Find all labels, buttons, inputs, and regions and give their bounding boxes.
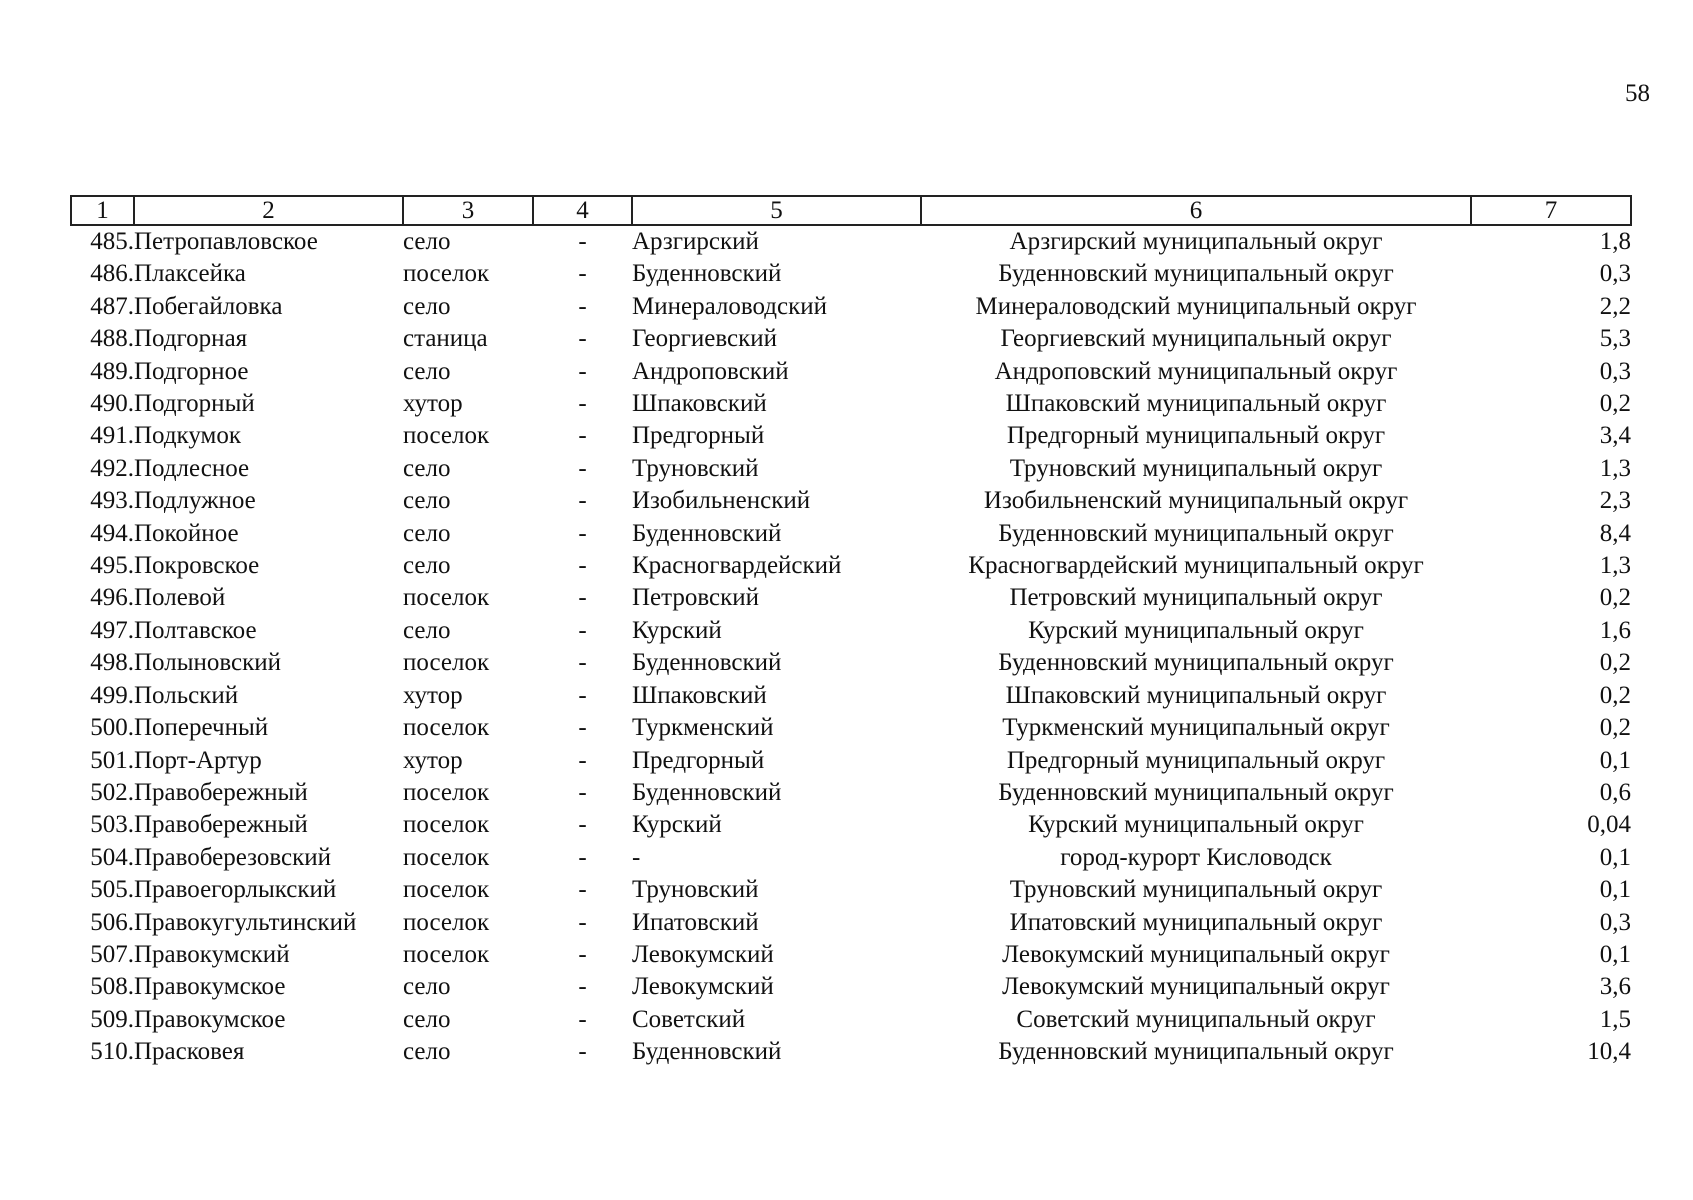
- column-4-value: -: [578, 1005, 587, 1033]
- value-cell: 0,1: [1599, 940, 1631, 968]
- row-number: 510.: [90, 1038, 134, 1066]
- value-cell: 0,1: [1599, 876, 1631, 904]
- header-cell-2: 2: [134, 196, 403, 225]
- row-number: 492.: [90, 454, 134, 482]
- table-row: [71, 615, 1631, 647]
- column-4-value: -: [578, 616, 587, 644]
- column-4-value: -: [578, 746, 587, 774]
- municipal-okrug: Красногвардейский муниципальный округ: [968, 552, 1424, 580]
- settlement-name: Правокугультинский: [134, 908, 357, 936]
- value-cell: 1,8: [1599, 228, 1631, 255]
- value-cell: 0,2: [1599, 390, 1631, 418]
- municipal-okrug: Андроповский муниципальный округ: [994, 357, 1398, 385]
- district-name: Буденновский: [632, 778, 782, 806]
- municipal-okrug: Буденновский муниципальный округ: [998, 260, 1394, 288]
- settlement-type: хутор: [403, 681, 463, 709]
- municipal-okrug: Левокумский муниципальный округ: [1002, 940, 1390, 968]
- table-row: [71, 907, 1631, 939]
- header-cell-7: 7: [1471, 196, 1631, 225]
- table-row: [71, 225, 1631, 258]
- municipal-okrug: Предгорный муниципальный округ: [1006, 746, 1386, 774]
- municipal-okrug: Изобильненский муниципальный округ: [983, 487, 1409, 515]
- district-name: Левокумский: [632, 973, 774, 1001]
- row-number: 503.: [90, 811, 134, 839]
- municipal-okrug: Труновский муниципальный округ: [1009, 454, 1383, 482]
- settlement-name: Правокумское: [134, 1005, 286, 1033]
- district-name: Петровский: [632, 584, 760, 612]
- column-4-value: -: [578, 422, 587, 450]
- table-row: [71, 388, 1631, 420]
- district-name: Труновский: [632, 876, 759, 904]
- value-cell: 0,04: [1587, 811, 1631, 839]
- settlement-type: село: [403, 487, 451, 515]
- settlement-type: село: [403, 454, 451, 482]
- row-number: 501.: [90, 746, 134, 774]
- value-cell: 0,2: [1599, 649, 1631, 677]
- district-name: Буденновский: [632, 519, 782, 547]
- settlement-type: поселок: [403, 714, 490, 742]
- column-4-value: -: [578, 876, 587, 904]
- settlement-name: Подгорный: [134, 390, 255, 418]
- value-cell: 2,3: [1599, 487, 1631, 515]
- settlement-type: станица: [403, 325, 488, 353]
- district-name: Буденновский: [632, 649, 782, 677]
- row-number: 507.: [90, 940, 134, 968]
- settlement-name: Подгорное: [134, 357, 249, 385]
- settlement-type: село: [403, 1038, 451, 1066]
- row-number: 487.: [90, 292, 134, 320]
- column-4-value: -: [578, 681, 587, 709]
- table-row: [71, 258, 1631, 290]
- municipal-okrug: Курский муниципальный округ: [1028, 811, 1364, 839]
- row-number: 508.: [90, 973, 134, 1001]
- table-row: [71, 680, 1631, 712]
- value-cell: 1,6: [1599, 616, 1631, 644]
- value-cell: 3,6: [1599, 973, 1631, 1001]
- value-cell: 10,4: [1587, 1038, 1631, 1066]
- table-row: [71, 485, 1631, 517]
- settlement-type: село: [403, 228, 451, 255]
- settlement-name: Польский: [134, 681, 239, 709]
- district-name: Шпаковский: [632, 681, 767, 709]
- value-cell: 1,3: [1599, 552, 1631, 580]
- table-row: [71, 1004, 1631, 1036]
- column-4-value: -: [578, 519, 587, 547]
- municipal-okrug: Буденновский муниципальный округ: [998, 649, 1394, 677]
- row-number: 491.: [90, 422, 134, 450]
- value-cell: 5,3: [1599, 325, 1631, 353]
- district-name: Ипатовский: [632, 908, 759, 936]
- settlement-type: поселок: [403, 876, 490, 904]
- municipal-okrug: Арзгирский муниципальный округ: [1009, 228, 1383, 255]
- value-cell: 3,4: [1599, 422, 1631, 450]
- value-cell: 0,2: [1599, 681, 1631, 709]
- settlement-name: Правоберезовский: [134, 843, 332, 871]
- district-name: Арзгирский: [632, 228, 759, 255]
- row-number: 502.: [90, 778, 134, 806]
- table-row: [71, 291, 1631, 323]
- table-row: [71, 809, 1631, 841]
- municipal-okrug: Курский муниципальный округ: [1028, 616, 1364, 644]
- row-number: 506.: [90, 908, 134, 936]
- row-number: 496.: [90, 584, 134, 612]
- row-number: 504.: [90, 843, 134, 871]
- settlement-type: село: [403, 519, 451, 547]
- table-body: [71, 225, 1631, 1069]
- district-name: Туркменский: [632, 714, 774, 742]
- municipal-okrug: Георгиевский муниципальный округ: [1000, 325, 1392, 353]
- table-row: [71, 453, 1631, 485]
- column-4-value: -: [578, 1038, 587, 1066]
- table-row: [71, 356, 1631, 388]
- table-row: [71, 647, 1631, 679]
- settlement-name: Плаксейка: [134, 260, 246, 288]
- settlement-name: Правобережный: [134, 811, 308, 839]
- row-number: 493.: [90, 487, 134, 515]
- table-row: [71, 518, 1631, 550]
- column-4-value: -: [578, 357, 587, 385]
- municipal-okrug: Шпаковский муниципальный округ: [1005, 681, 1387, 709]
- value-cell: 0,3: [1599, 357, 1631, 385]
- settlement-name: Полевой: [134, 584, 226, 612]
- value-cell: 1,5: [1599, 1005, 1631, 1033]
- value-cell: 0,3: [1599, 908, 1631, 936]
- header-row: [71, 196, 1631, 225]
- column-4-value: -: [578, 325, 587, 353]
- settlement-name: Подлесное: [134, 454, 250, 482]
- column-4-value: -: [578, 973, 587, 1001]
- district-name: Курский: [632, 616, 722, 644]
- municipal-okrug: Труновский муниципальный округ: [1009, 876, 1383, 904]
- district-name: Красногвардейский: [632, 552, 842, 580]
- value-cell: 2,2: [1599, 292, 1631, 320]
- header-cell-4: 4: [533, 196, 632, 225]
- settlement-name: Правобережный: [134, 778, 308, 806]
- column-4-value: -: [578, 260, 587, 288]
- value-cell: 0,1: [1599, 843, 1631, 871]
- row-number: 494.: [90, 519, 134, 547]
- header-cell-3: 3: [403, 196, 533, 225]
- municipal-okrug: Петровский муниципальный округ: [1009, 584, 1383, 612]
- value-cell: 0,6: [1599, 778, 1631, 806]
- settlement-name: Побегайловка: [134, 292, 283, 320]
- row-number: 489.: [90, 357, 134, 385]
- municipal-okrug: Предгорный муниципальный округ: [1006, 422, 1386, 450]
- table-row: [71, 1036, 1631, 1068]
- municipal-okrug: Туркменский муниципальный округ: [1002, 714, 1390, 742]
- column-4-value: -: [578, 390, 587, 418]
- settlement-type: поселок: [403, 260, 490, 288]
- column-4-value: -: [578, 811, 587, 839]
- settlements-table: [70, 195, 1632, 1069]
- column-4-value: -: [578, 778, 587, 806]
- header-cell-1: 1: [71, 196, 134, 225]
- table-row: [71, 323, 1631, 355]
- column-4-value: -: [578, 292, 587, 320]
- row-number: 497.: [90, 616, 134, 644]
- row-number: 505.: [90, 876, 134, 904]
- value-cell: 1,3: [1599, 454, 1631, 482]
- settlement-type: село: [403, 357, 451, 385]
- row-number: 490.: [90, 390, 134, 418]
- table-row: [71, 420, 1631, 452]
- row-number: 485.: [90, 228, 134, 255]
- settlement-type: поселок: [403, 584, 490, 612]
- settlement-name: Подгорная: [134, 325, 248, 353]
- municipal-okrug: Буденновский муниципальный округ: [998, 778, 1394, 806]
- municipal-okrug: Шпаковский муниципальный округ: [1005, 390, 1387, 418]
- settlement-type: поселок: [403, 422, 490, 450]
- table-row: [71, 712, 1631, 744]
- settlement-type: село: [403, 1005, 451, 1033]
- settlement-name: Покойное: [134, 519, 239, 547]
- municipal-okrug: Буденновский муниципальный округ: [998, 519, 1394, 547]
- column-4-value: -: [578, 552, 587, 580]
- column-4-value: -: [578, 908, 587, 936]
- municipal-okrug: Советский муниципальный округ: [1016, 1005, 1376, 1033]
- settlement-name: Порт-Артур: [134, 746, 262, 774]
- district-name: Шпаковский: [632, 390, 767, 418]
- municipal-okrug: Буденновский муниципальный округ: [998, 1038, 1394, 1066]
- settlement-name: Петропавловское: [134, 228, 318, 255]
- settlement-name: Подлужное: [134, 487, 256, 515]
- settlement-name: Полтавское: [134, 616, 257, 644]
- row-number: 500.: [90, 714, 134, 742]
- value-cell: 0,2: [1599, 584, 1631, 612]
- settlement-type: село: [403, 973, 451, 1001]
- district-name: Андроповский: [632, 357, 789, 385]
- settlement-name: Прасковея: [134, 1038, 245, 1066]
- district-name: Левокумский: [632, 940, 774, 968]
- table-row: [71, 745, 1631, 777]
- settlement-name: Покровское: [134, 552, 260, 580]
- settlement-name: Поперечный: [134, 714, 269, 742]
- column-4-value: -: [578, 940, 587, 968]
- settlement-type: хутор: [403, 746, 463, 774]
- municipal-okrug: Ипатовский муниципальный округ: [1009, 908, 1383, 936]
- municipal-okrug: город-курорт Кисловодск: [1060, 843, 1332, 871]
- column-4-value: -: [578, 228, 587, 255]
- district-name: Буденновский: [632, 1038, 782, 1066]
- district-name: Изобильненский: [632, 487, 811, 515]
- row-number: 486.: [90, 260, 134, 288]
- settlement-type: село: [403, 292, 451, 320]
- header-cell-6: 6: [921, 196, 1471, 225]
- table-row: [71, 971, 1631, 1003]
- settlement-type: поселок: [403, 908, 490, 936]
- district-name: Труновский: [632, 454, 759, 482]
- settlement-type: село: [403, 616, 451, 644]
- settlement-type: поселок: [403, 778, 490, 806]
- row-number: 509.: [90, 1005, 134, 1033]
- table-row: [71, 582, 1631, 614]
- column-4-value: -: [578, 714, 587, 742]
- settlement-type: поселок: [403, 649, 490, 677]
- district-name: Георгиевский: [632, 325, 778, 353]
- settlement-name: Полыновский: [134, 649, 282, 677]
- district-name: -: [632, 843, 641, 871]
- settlement-type: поселок: [403, 843, 490, 871]
- settlement-name: Правокумское: [134, 973, 286, 1001]
- row-number: 498.: [90, 649, 134, 677]
- column-4-value: -: [578, 843, 587, 871]
- page-number: 58: [1625, 80, 1650, 107]
- value-cell: 0,1: [1599, 746, 1631, 774]
- settlement-type: хутор: [403, 390, 463, 418]
- district-name: Предгорный: [632, 746, 765, 774]
- district-name: Буденновский: [632, 260, 782, 288]
- table-row: [71, 550, 1631, 582]
- row-number: 488.: [90, 325, 134, 353]
- municipal-okrug: Левокумский муниципальный округ: [1002, 973, 1390, 1001]
- column-4-value: -: [578, 454, 587, 482]
- row-number: 499.: [90, 681, 134, 709]
- settlement-type: поселок: [403, 940, 490, 968]
- value-cell: 0,3: [1599, 260, 1631, 288]
- settlement-name: Подкумок: [134, 422, 241, 450]
- column-4-value: -: [578, 649, 587, 677]
- value-cell: 8,4: [1599, 519, 1631, 547]
- table-row: [71, 874, 1631, 906]
- district-name: Предгорный: [632, 422, 765, 450]
- header-cell-5: 5: [632, 196, 921, 225]
- table-header: [71, 196, 1631, 225]
- district-name: Минераловодский: [632, 292, 828, 320]
- table-row: [71, 939, 1631, 971]
- district-name: Курский: [632, 811, 722, 839]
- value-cell: 0,2: [1599, 714, 1631, 742]
- settlement-type: село: [403, 552, 451, 580]
- row-number: 495.: [90, 552, 134, 580]
- district-name: Советский: [632, 1005, 746, 1033]
- settlement-name: Правоегорлыкский: [134, 876, 337, 904]
- column-4-value: -: [578, 584, 587, 612]
- settlement-name: Правокумский: [134, 940, 290, 968]
- table-row: [71, 777, 1631, 809]
- table-row: [71, 842, 1631, 874]
- municipal-okrug: Минераловодский муниципальный округ: [975, 292, 1417, 320]
- settlement-type: поселок: [403, 811, 490, 839]
- column-4-value: -: [578, 487, 587, 515]
